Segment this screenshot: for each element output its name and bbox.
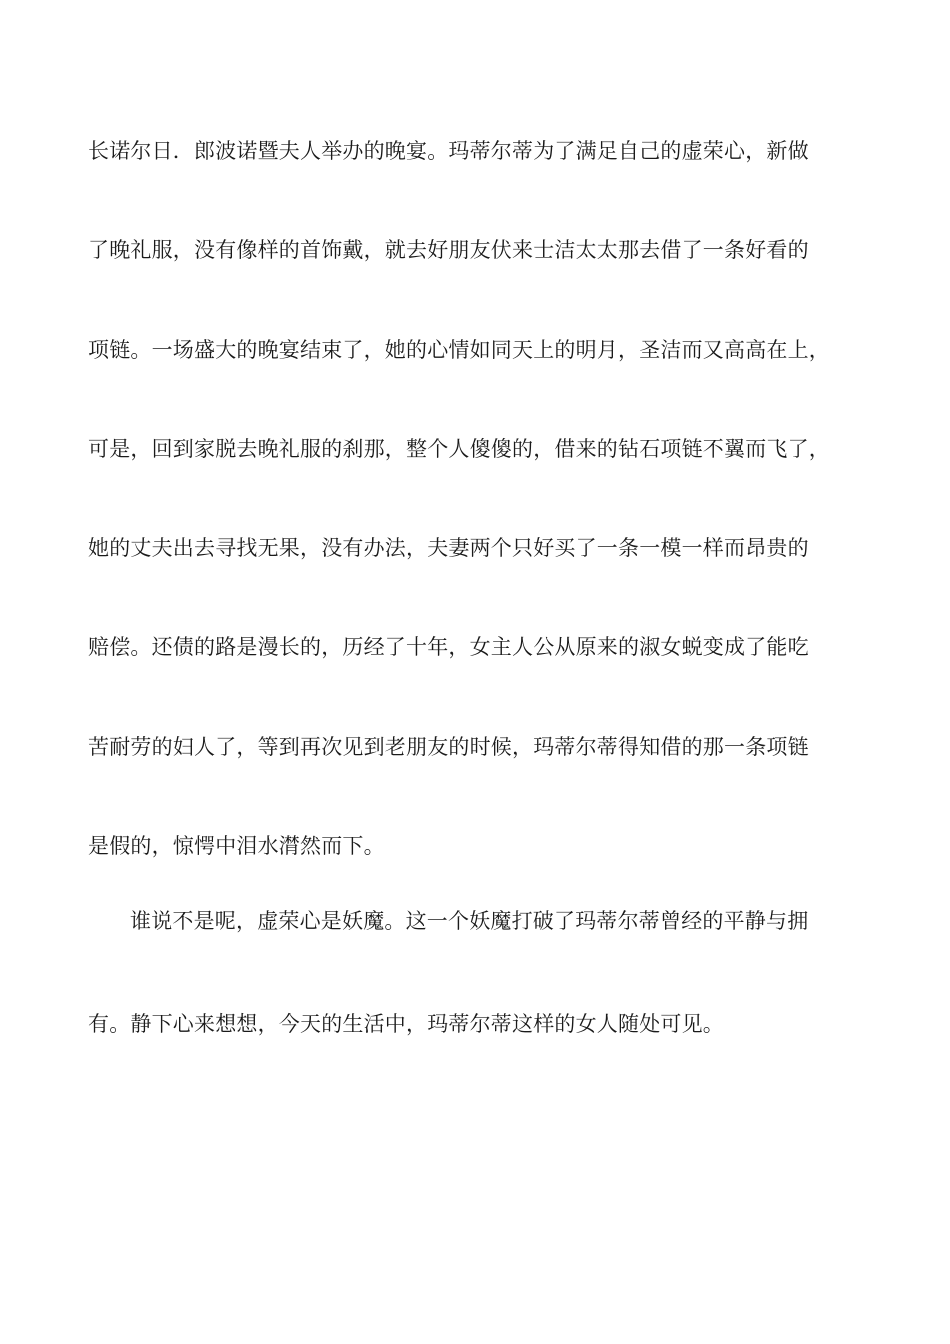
text-line: 项链。一场盛大的晚宴结束了，她的心情如同天上的明月，圣洁而又高高在上， bbox=[88, 338, 830, 362]
text-line: 苦耐劳的妇人了，等到再次见到老朋友的时候，玛蒂尔蒂得知借的那一条项链 bbox=[88, 735, 809, 759]
text-line: 有。静下心来想想，今天的生活中，玛蒂尔蒂这样的女人随处可见。 bbox=[88, 1012, 724, 1036]
text-line: 是假的，惊愕中泪水潸然而下。 bbox=[88, 834, 385, 858]
text-line: 可是，回到家脱去晚礼服的刹那，整个人傻傻的，借来的钻石项链不翼而飞了， bbox=[88, 437, 830, 461]
text-line: 了晚礼服，没有像样的首饰戴，就去好朋友伏来士洁太太那去借了一条好看的 bbox=[88, 238, 809, 262]
text-line: 长诺尔日．郎波诺暨夫人举办的晚宴。玛蒂尔蒂为了满足自己的虚荣心，新做 bbox=[88, 139, 809, 163]
paragraph-first-line: 谁说不是呢，虚荣心是妖魔。这一个妖魔打破了玛蒂尔蒂曾经的平静与拥 bbox=[130, 909, 809, 933]
text-line: 她的丈夫出去寻找无果，没有办法，夫妻两个只好买了一条一模一样而昂贵的 bbox=[88, 536, 809, 560]
text-line: 赔偿。还债的路是漫长的，历经了十年，女主人公从原来的淑女蜕变成了能吃 bbox=[88, 635, 809, 659]
